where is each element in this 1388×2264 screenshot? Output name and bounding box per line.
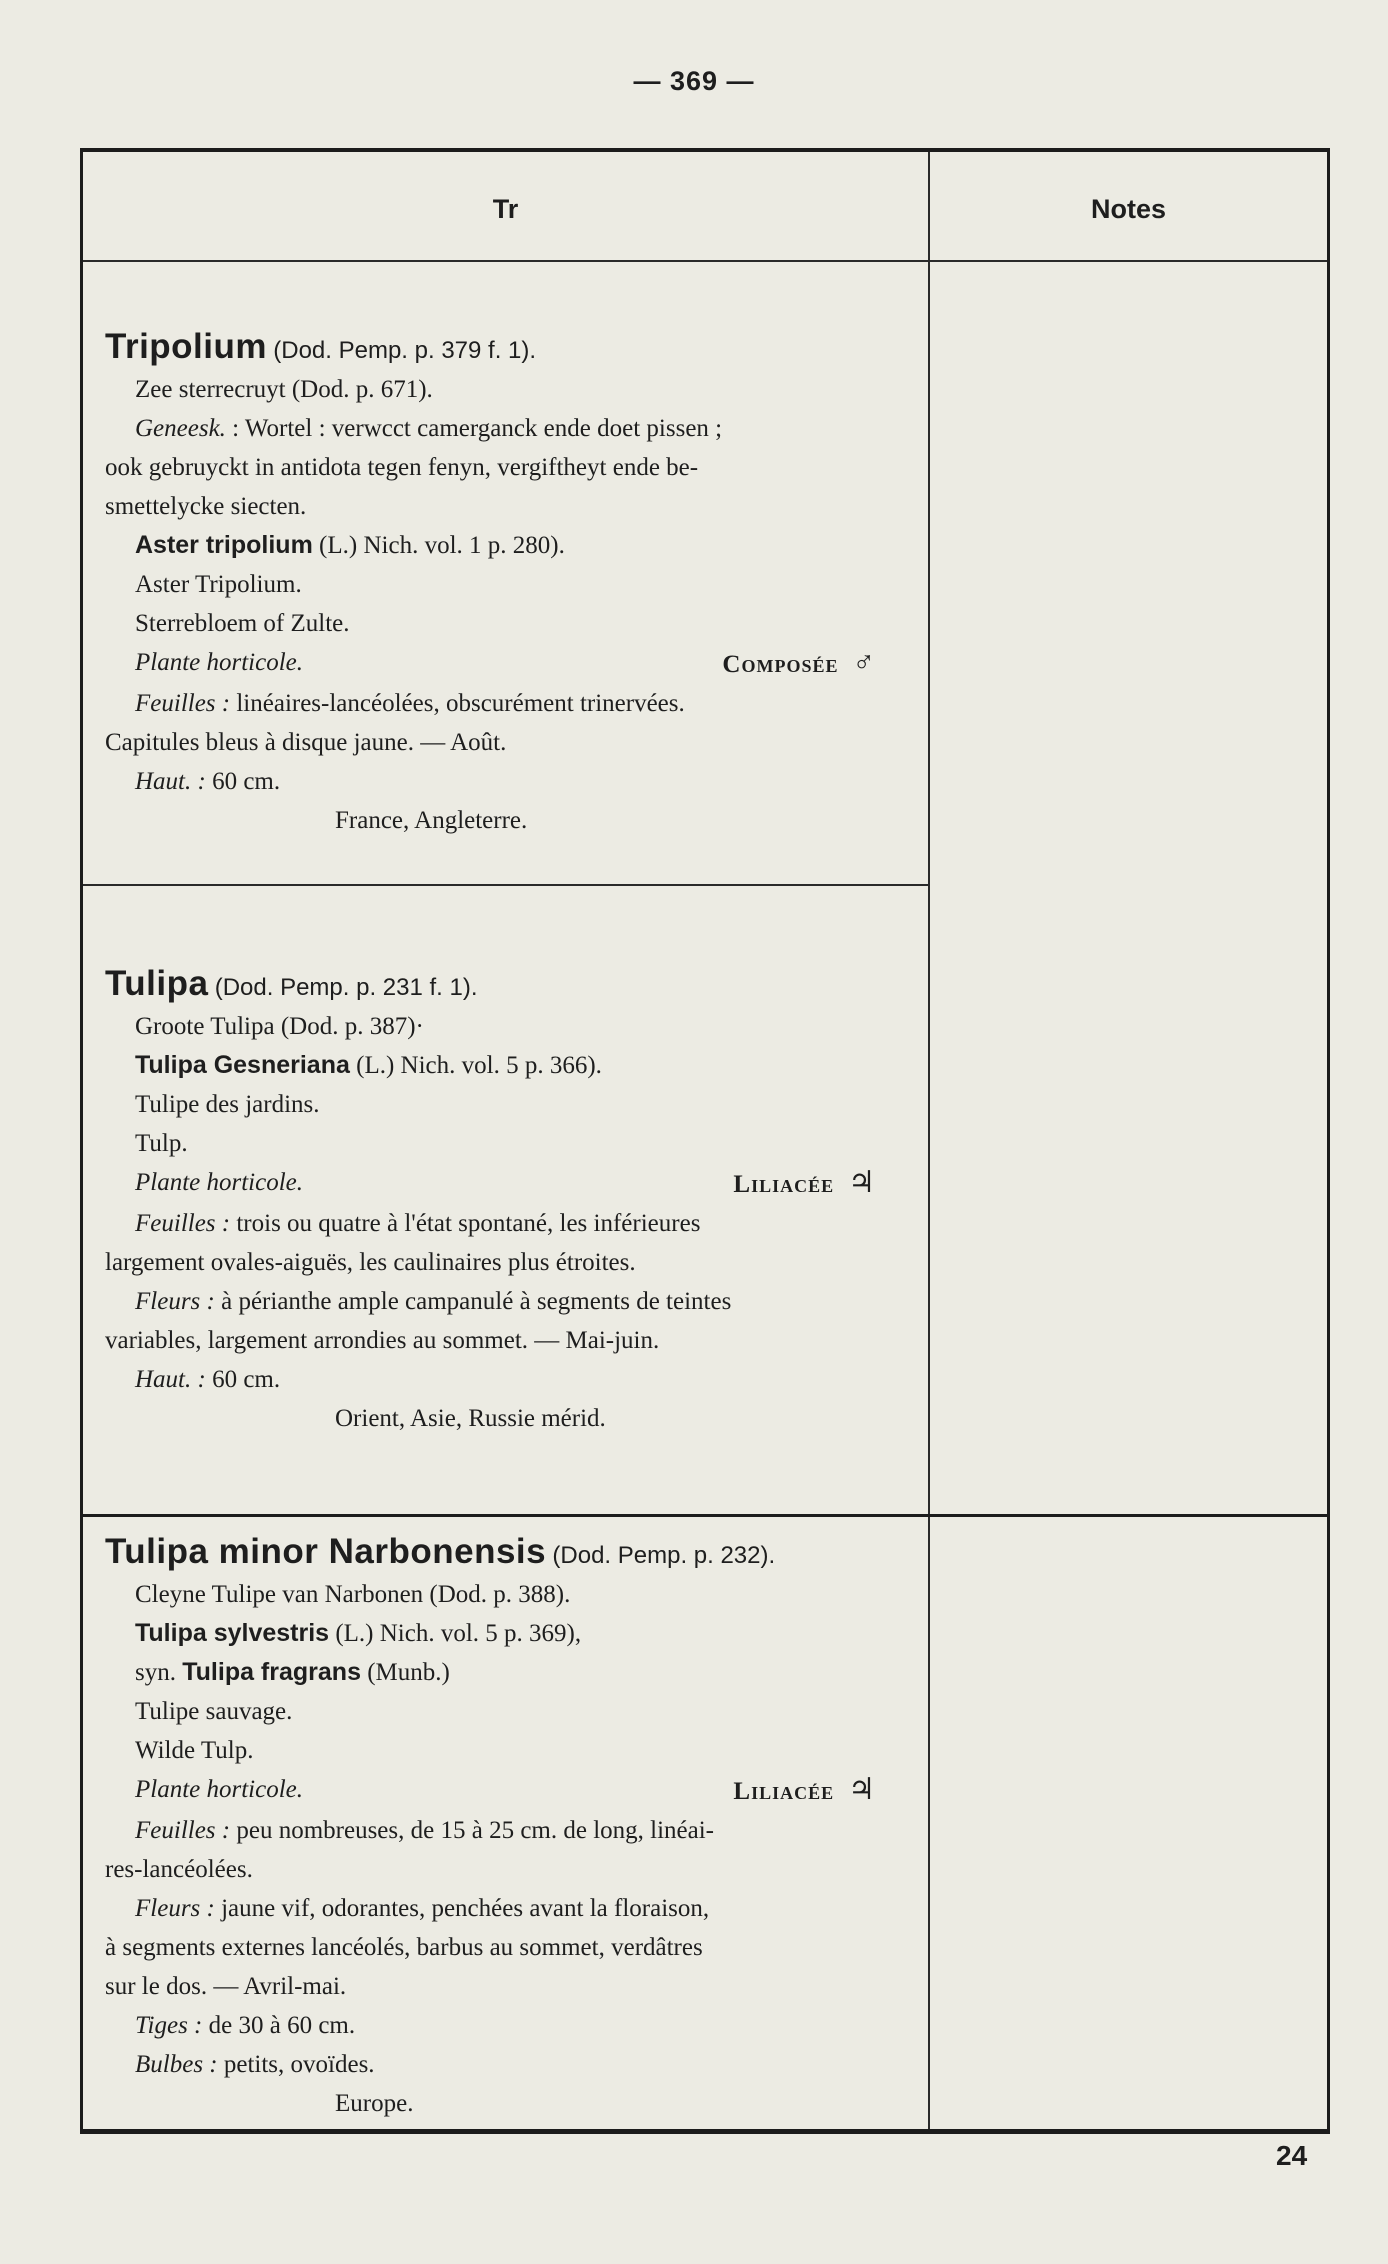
leaves-line	[105, 684, 915, 723]
dutch-name: Cleyne Tulipe van Narbonen (Dod. p. 388).	[135, 1581, 571, 1608]
family-symbol-icon: ♃	[848, 1166, 875, 1199]
latin-reference: (L.) Nich. vol. 5 p. 369),	[335, 1620, 582, 1647]
latin-name-line	[105, 1046, 915, 1085]
leaves-text: peu nombreuses, de 15 à 25 cm. de long, linéai-	[236, 1817, 715, 1844]
use-text-cont: ook gebruyckt in antidota tegen fenyn, vergiftheyt ende be-	[105, 454, 699, 481]
synonym-name: Tulipa fragrans	[182, 1658, 361, 1686]
dutch-name: Zee sterrecruyt (Dod. p. 671).	[135, 376, 433, 403]
leaves-label: Feuilles :	[135, 1210, 231, 1237]
plant-family: Liliacée	[733, 1171, 835, 1198]
height-line	[105, 762, 915, 801]
row-divider-1	[83, 884, 928, 886]
common-name: Tulp.	[135, 1130, 188, 1157]
family-group	[722, 643, 875, 684]
column-divider	[928, 152, 930, 2129]
synonym-reference: (Munb.)	[367, 1659, 450, 1686]
leaves-label: Feuilles :	[135, 690, 231, 717]
common-name: Sterrebloem of Zulte.	[135, 610, 350, 637]
plant-reference: (Dod. Pemp. p. 379 f. 1).	[273, 337, 537, 364]
latin-name: Tulipa Gesneriana	[135, 1051, 350, 1079]
column-header-tr: Tr	[492, 194, 519, 224]
latin-name-line	[105, 1614, 915, 1653]
plant-category: Plante horticole.	[135, 1776, 304, 1803]
flowers-line	[105, 1282, 915, 1321]
folio-signature: 24	[1276, 2140, 1308, 2171]
stems-value: de 30 à 60 cm.	[208, 2012, 356, 2039]
plant-family: Liliacée	[733, 1778, 835, 1805]
plant-name: Tulipa minor Narbonensis	[105, 1532, 547, 1571]
flowers-text: jaune vif, odorantes, penchées avant la floraison,	[221, 1895, 710, 1922]
page-number: — 369 —	[633, 66, 755, 96]
origin: France, Angleterre.	[335, 807, 528, 834]
dutch-name: Groote Tulipa (Dod. p. 387)·	[135, 1013, 424, 1040]
stems-label: Tiges :	[135, 2012, 203, 2039]
synonym-label: syn.	[135, 1659, 176, 1686]
flowers-line	[105, 1889, 915, 1928]
leaves-text-cont: largement ovales-aiguës, les caulinaires plus étroites.	[105, 1249, 636, 1276]
flowers-label: Fleurs :	[135, 1895, 215, 1922]
latin-reference: (L.) Nich. vol. 1 p. 280).	[319, 532, 565, 559]
latin-reference: (L.) Nich. vol. 5 p. 366).	[356, 1052, 602, 1079]
bulbs-line	[105, 2045, 915, 2084]
plant-category: Plante horticole.	[135, 1169, 304, 1196]
family-group	[733, 1770, 875, 1811]
family-symbol-icon: ♂	[852, 646, 875, 679]
entry-tulipa-minor	[105, 1532, 915, 2123]
plant-reference: (Dod. Pemp. p. 232).	[552, 1542, 776, 1569]
plant-name: Tripolium	[105, 327, 267, 366]
height-label: Haut. :	[135, 768, 206, 795]
french-name: Tulipe sauvage.	[135, 1698, 293, 1725]
height-label: Haut. :	[135, 1366, 206, 1393]
leaves-text-cont: res-lancéolées.	[105, 1856, 253, 1883]
category-line	[105, 1163, 915, 1204]
family-group	[733, 1163, 875, 1204]
plant-name: Tulipa	[105, 964, 209, 1003]
entry-title-line	[105, 327, 915, 370]
use-text: : Wortel : verwcct camerganck ende doet pissen ;	[232, 415, 723, 442]
latin-name: Aster tripolium	[135, 531, 313, 559]
bulbs-value: petits, ovoïdes.	[223, 2051, 375, 2078]
height-value: 60 cm.	[212, 1366, 281, 1393]
entry-title-line	[105, 1532, 915, 1575]
leaves-line	[105, 1811, 915, 1850]
leaves-text: linéaires-lancéolées, obscurément trinervées.	[236, 690, 685, 717]
stems-line	[105, 2006, 915, 2045]
table-frame	[80, 148, 1330, 2134]
medicinal-use	[105, 409, 915, 448]
synonym-line	[105, 1653, 915, 1692]
plant-reference: (Dod. Pemp. p. 231 f. 1).	[214, 974, 478, 1001]
height-value: 60 cm.	[212, 768, 281, 795]
flowers-label: Fleurs :	[135, 1288, 215, 1315]
origin: Europe.	[335, 2090, 414, 2117]
use-text-cont: smettelycke siecten.	[105, 493, 307, 520]
category-line	[105, 643, 915, 684]
common-name: Wilde Tulp.	[135, 1737, 254, 1764]
use-label: Geneesk.	[135, 415, 226, 442]
leaves-line	[105, 1204, 915, 1243]
plant-family: Composée	[722, 651, 839, 678]
bulbs-label: Bulbes :	[135, 2051, 218, 2078]
family-symbol-icon: ♃	[848, 1773, 875, 1806]
height-line	[105, 1360, 915, 1399]
entry-tulipa	[105, 964, 915, 1438]
latin-name-line	[105, 526, 915, 565]
column-header-notes: Notes	[1090, 194, 1166, 224]
row-divider-2	[83, 1514, 1327, 1517]
flowers-text: à périanthe ample campanulé à segments de teintes	[221, 1288, 732, 1315]
origin: Orient, Asie, Russie mérid.	[335, 1405, 606, 1432]
header-rule	[83, 260, 1327, 262]
leaves-text-cont: Capitules bleus à disque jaune. — Août.	[105, 729, 507, 756]
french-name: Aster Tripolium.	[135, 571, 302, 598]
leaves-text: trois ou quatre à l'état spontané, les inférieures	[236, 1210, 701, 1237]
entry-tripolium	[105, 327, 915, 840]
flowers-text-cont: variables, largement arrondies au sommet. — Mai-juin.	[105, 1327, 660, 1354]
category-line	[105, 1770, 915, 1811]
entry-title-line	[105, 964, 915, 1007]
flowers-text-cont: à segments externes lancéolés, barbus au sommet, verdâtres	[105, 1934, 703, 1961]
plant-category: Plante horticole.	[135, 649, 304, 676]
leaves-label: Feuilles :	[135, 1817, 231, 1844]
latin-name: Tulipa sylvestris	[135, 1619, 330, 1647]
french-name: Tulipe des jardins.	[135, 1091, 320, 1118]
flowers-text-cont: sur le dos. — Avril-mai.	[105, 1973, 347, 2000]
